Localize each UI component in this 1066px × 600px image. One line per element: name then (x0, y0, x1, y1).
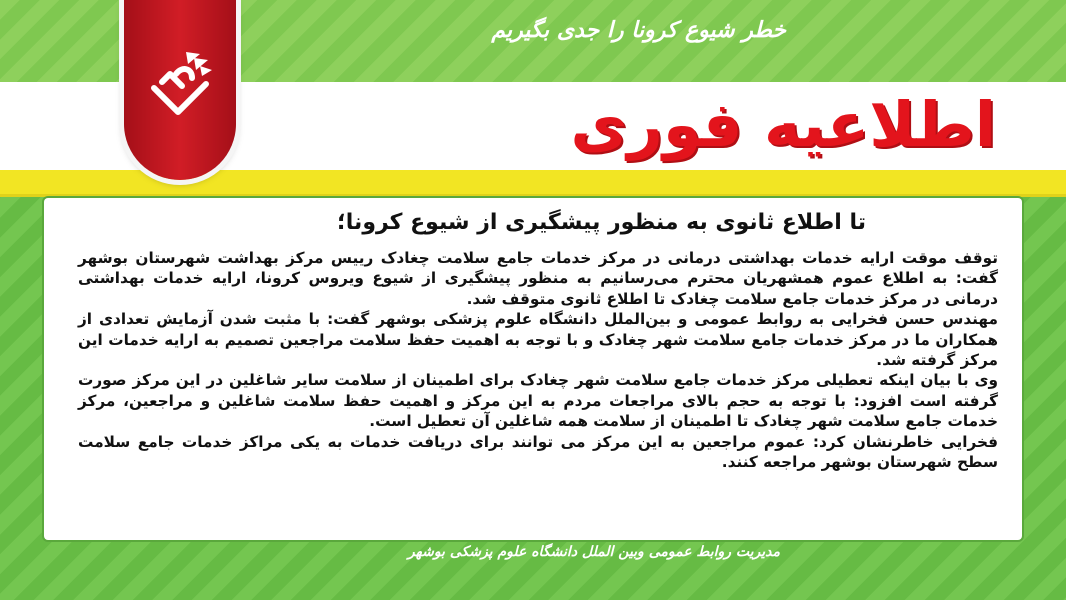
notice-subtitle: تا اطلاع ثانوی به منظور پیشگیری از شیوع کرونا؛ (337, 210, 866, 235)
notice-paragraph: توقف موقت ارایه خدمات بهداشتی درمانی در مرکز خدمات جامع سلامت چغادک رییس مرکز بهداشت شهرستان بوشهر گفت: به اطلاع عموم همشهریان محترم می‌رسانیم به منظور پیشگیری از شیوع ویروس کرونا، ارایه خدمات بهداشتی درمانی در مرکز خدمات جامع سلامت چغادک تا اطلاع ثانوی متوقف شد. (78, 249, 998, 308)
footer-credit: مدیریت روابط عمومی وبین الملل دانشگاه علوم پزشکی بوشهر (407, 544, 780, 560)
notice-body (78, 248, 998, 472)
notice-paragraph: وی با بیان اینکه تعطیلی مرکز خدمات جامع سلامت شهر چغادک برای اطمینان از سلامت سایر شاغلین در این مرکز صورت گرفته است افزود: با توجه به حجم بالای مراجعات مردم به این مرکز و اهمیت حفظ سلامت شاغلین و مراجعین، مرکز خدمات جامع سلامت شهر چغادک تا اطمینان از سلامت همه شاغلین آن تعطیل است. (78, 371, 998, 431)
university-emblem-icon (148, 48, 212, 118)
notice-paragraph: فخرایی خاطرنشان کرد: عموم مراجعین به این مرکز می توانند برای دریافت خدمات به یکی مراکز خدمات جامع سلامت سطح شهرستان بوشهر مراجعه کنند. (78, 432, 998, 472)
header-slogan: خطر شیوع کرونا را جدی بگیریم (491, 18, 786, 43)
urgent-notice-title: اطلاعیه فوری (570, 88, 996, 161)
notice-paragraph: مهندس حسن فخرایی به روابط عمومی و بین‌الملل دانشگاه علوم پزشکی بوشهر گفت: با مثبت شدن آزمایش تعدادی از همکاران ما در مرکز خدمات جامع سلامت شهر چغادک و با توجه به اهمیت حفظ سلامت مراجعین تصمیم به ارایه خدمات این مرکز گرفته شد. (78, 310, 998, 370)
